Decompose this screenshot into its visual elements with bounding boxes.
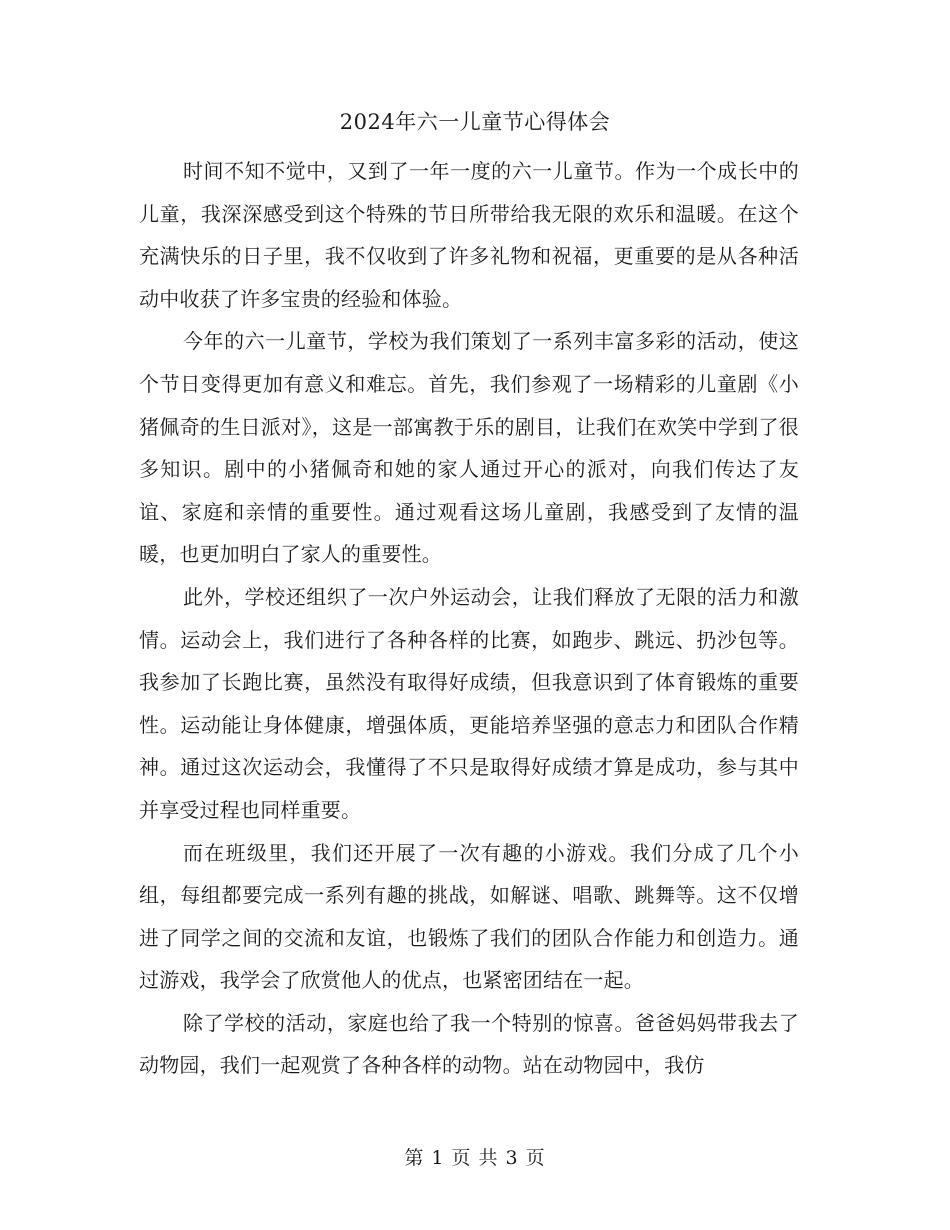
- document-body: [139, 150, 799, 1087]
- paragraph-5: 除了学校的活动，家庭也给了我一个特别的惊喜。爸爸妈妈带我去了动物园，我们一起观赏了各种各样的动物。站在动物园中，我仿: [139, 1010, 799, 1078]
- page-footer: 第 1 页 共 3 页: [404, 1147, 546, 1169]
- paragraph-2: 今年的六一儿童节，学校为我们策划了一系列丰富多彩的活动，使这个节日变得更加有意义和难忘。首先，我们参观了一场精彩的儿童剧《小猪佩奇的生日派对》，这是一部寓教于乐的剧目，让我们在欢笑中学到了很多知识。剧中的小猪佩奇和她的家人通过开心的派对，向我们传达了友谊、家庭和亲情的重要性。通过观看这场儿童剧，我感受到了友情的温暖，也更加明白了家人的重要性。: [139, 329, 799, 567]
- paragraph-3: 此外，学校还组织了一次户外运动会，让我们释放了无限的活力和激情。运动会上，我们进行了各种各样的比赛，如跑步、跳远、扔沙包等。我参加了长跑比赛，虽然没有取得好成绩，但我意识到了体育锻炼的重要性。运动能让身体健康，增强体质，更能培养坚强的意志力和团队合作精神。通过这次运动会，我懂得了不只是取得好成绩才算是成功，参与其中并享受过程也同样重要。: [139, 584, 799, 822]
- document-title: 2024年六一儿童节心得体会: [339, 110, 611, 134]
- paragraph-1: 时间不知不觉中，又到了一年一度的六一儿童节。作为一个成长中的儿童，我深深感受到这个特殊的节日所带给我无限的欢乐和温暖。在这个充满快乐的日子里，我不仅收到了许多礼物和祝福，更重要的是从各种活动中收获了许多宝贵的经验和体验。: [139, 159, 799, 311]
- paragraph-4: 而在班级里，我们还开展了一次有趣的小游戏。我们分成了几个小组，每组都要完成一系列有趣的挑战，如解谜、唱歌、跳舞等。这不仅增进了同学之间的交流和友谊，也锻炼了我们的团队合作能力和创造力。通过游戏，我学会了欣赏他人的优点，也紧密团结在一起。: [139, 840, 799, 993]
